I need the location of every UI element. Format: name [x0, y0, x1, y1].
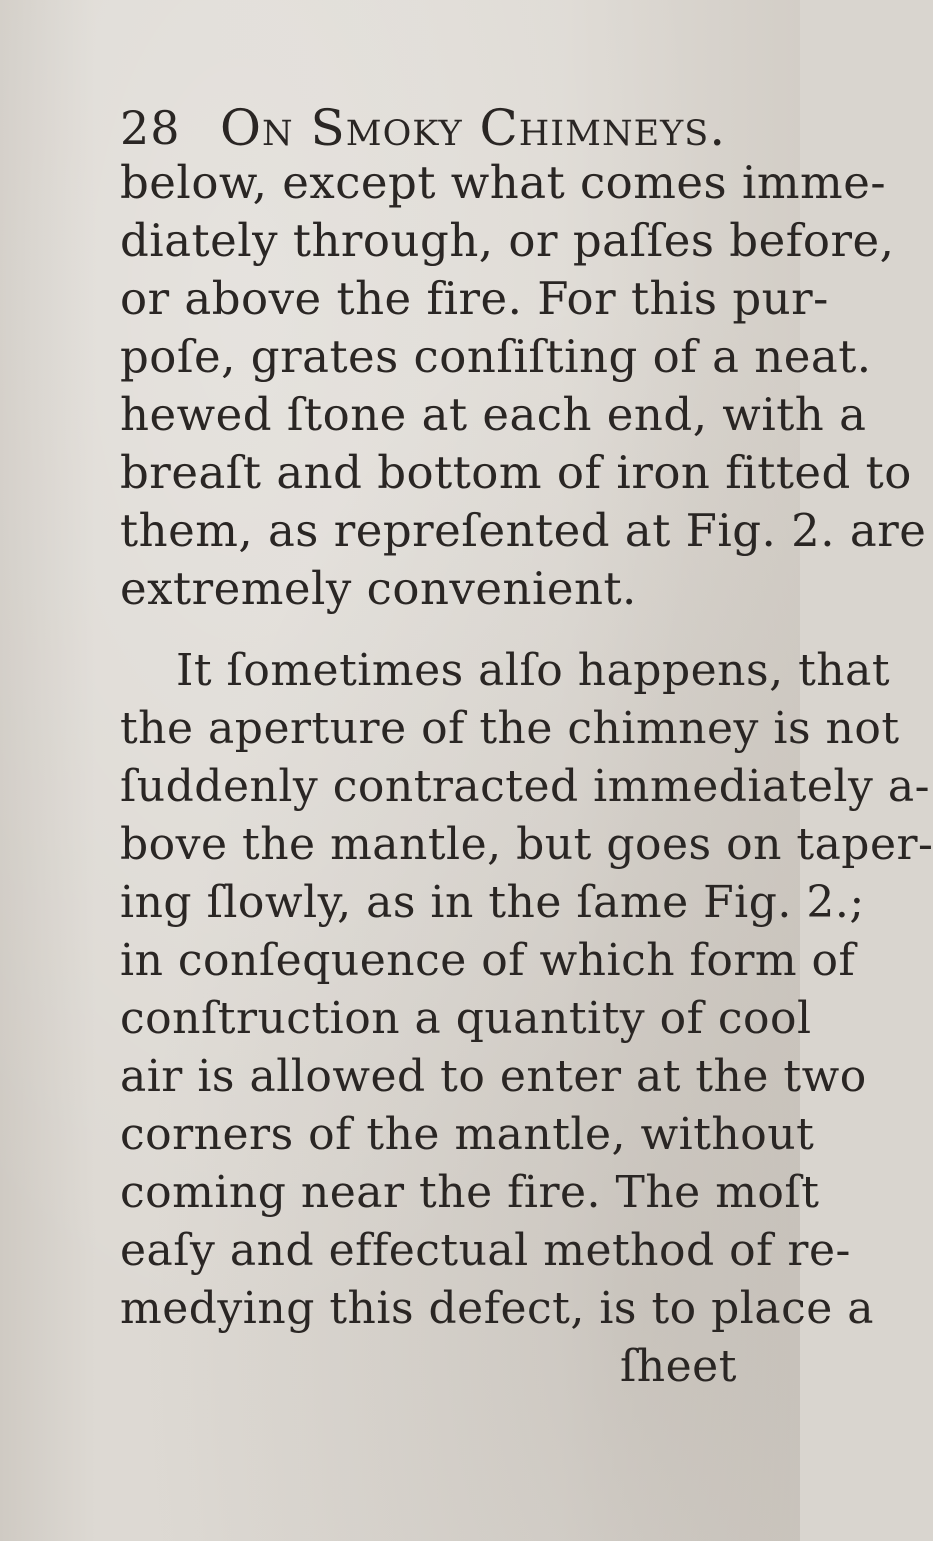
text-line: poſe, grates conſiſting of a neat.	[120, 330, 872, 383]
text-line: conſtruction a quantity of cool	[120, 993, 812, 1044]
text-line: air is allowed to enter at the two	[120, 1051, 867, 1102]
text-line: ing ſlowly, as in the ſame Fig. 2.;	[120, 877, 865, 928]
text-line: corners of the mantle, without	[120, 1109, 815, 1160]
text-line: in conſequence of which form of	[120, 935, 856, 986]
page-number: 28	[120, 101, 181, 155]
text-line: them, as repreſented at Fig. 2. are	[120, 504, 927, 557]
text-line: ſuddenly contracted immediately a-	[120, 761, 930, 812]
text-line: medying this defect, is to place a	[120, 1283, 874, 1334]
page-header	[120, 96, 740, 160]
text-line: It ſometimes alſo happens, that	[176, 645, 890, 696]
text-line: extremely convenient.	[120, 562, 637, 615]
text-line: diately through, or paſſes before,	[120, 214, 895, 267]
text-line: coming near the fire. The moſt	[120, 1167, 820, 1218]
text-line: or above the fire. For this pur-	[120, 272, 829, 325]
text-line: eaſy and effectual method of re-	[120, 1225, 851, 1276]
running-head: On Smoky Chimneys.	[220, 99, 727, 157]
text-line: hewed ſtone at each end, with a	[120, 388, 867, 441]
catchword: ſheet	[620, 1341, 737, 1392]
text-line: bove the mantle, but goes on taper-	[120, 819, 933, 870]
text-line: the aperture of the chimney is not	[120, 703, 900, 754]
text-line: breaſt and bottom of iron fitted to	[120, 446, 912, 499]
text-line: below, except what comes imme-	[120, 156, 887, 209]
